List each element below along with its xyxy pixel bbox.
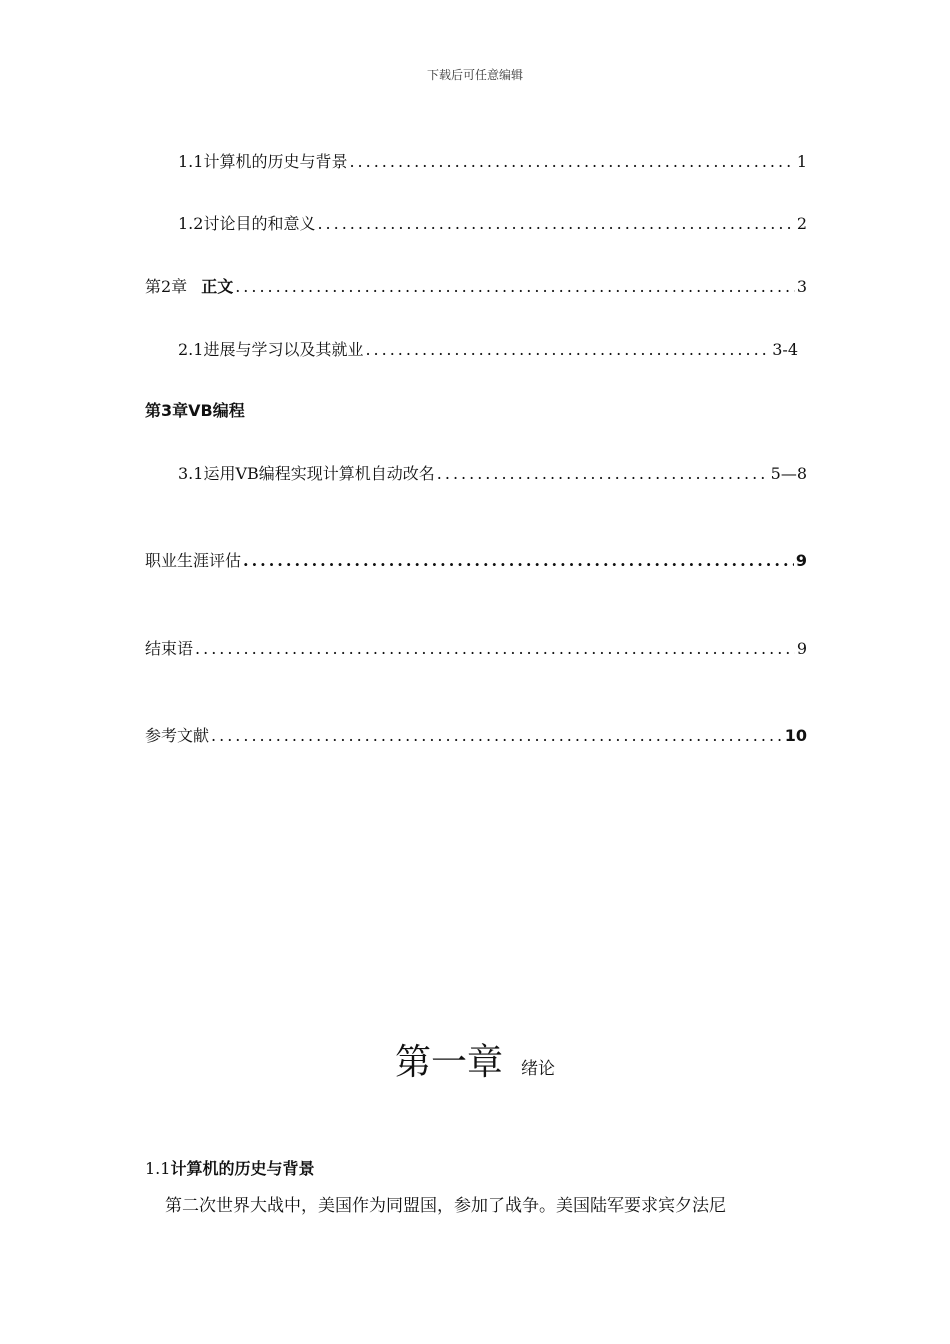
chapter-title: 第一章 — [394, 1042, 503, 1083]
toc-page-number: 2 — [796, 214, 807, 233]
section-number: 1.1 — [145, 1159, 171, 1178]
chapter-heading — [0, 1034, 950, 1085]
toc-entry-label: 1.2讨论目的和意义 — [178, 214, 316, 233]
toc-entry-label: 3.1运用VB编程实现计算机自动改名 — [178, 464, 435, 483]
toc-page-number: 5—8 — [770, 464, 807, 483]
toc-page-number: 3-4 — [772, 340, 798, 359]
toc-page-number: 3 — [796, 277, 807, 296]
toc-entry-career-assessment[interactable] — [145, 549, 807, 573]
toc-leader-dots — [365, 338, 770, 362]
section-heading — [145, 1157, 314, 1181]
toc-leader-dots — [195, 637, 795, 661]
toc-entry-conclusion[interactable] — [145, 637, 807, 661]
toc-entry-label: 职业生涯评估 — [145, 551, 242, 570]
toc-leader-dots — [211, 724, 783, 748]
toc-entry-label: 正文 — [201, 277, 234, 296]
chapter-subtitle: 绪论 — [521, 1059, 555, 1079]
toc-entry-label: 2.1进展与学习以及其就业 — [178, 340, 364, 359]
toc-entry-label: 第3章VB编程 — [145, 401, 245, 420]
page-header: 下载后可任意编辑 — [426, 68, 523, 82]
toc-entry-1-1[interactable] — [178, 150, 807, 174]
toc-leader-dots — [243, 549, 794, 573]
toc-leader-dots — [235, 275, 795, 299]
body-paragraph: 第二次世界大战中，美国作为同盟国，参加了战争。美国陆军要求宾夕法尼 — [165, 1196, 726, 1216]
toc-entry-label: 结束语 — [145, 639, 194, 658]
toc-page-number: 10 — [784, 726, 807, 745]
toc-page-number: 9 — [795, 551, 807, 570]
toc-entry-label: 1.1计算机的历史与背景 — [178, 152, 348, 171]
toc-leader-dots — [317, 212, 794, 236]
toc-entry-label: 参考文献 — [145, 726, 210, 745]
toc-entry-1-2[interactable] — [178, 212, 807, 236]
toc-entry-references[interactable] — [145, 724, 807, 748]
toc-entry-3-1[interactable] — [178, 462, 807, 486]
toc-page-number: 9 — [796, 639, 807, 658]
toc-leader-dots — [349, 150, 794, 174]
toc-entry-2-1[interactable] — [178, 338, 798, 362]
toc-leader-dots — [437, 462, 769, 486]
section-title: 计算机的历史与背景 — [170, 1159, 315, 1178]
toc-page-number: 1 — [796, 152, 807, 171]
toc-entry-chapter-3[interactable] — [145, 399, 807, 423]
toc-entry-chapter-2[interactable] — [145, 275, 807, 299]
toc-chapter-prefix: 第2章 — [145, 277, 188, 296]
